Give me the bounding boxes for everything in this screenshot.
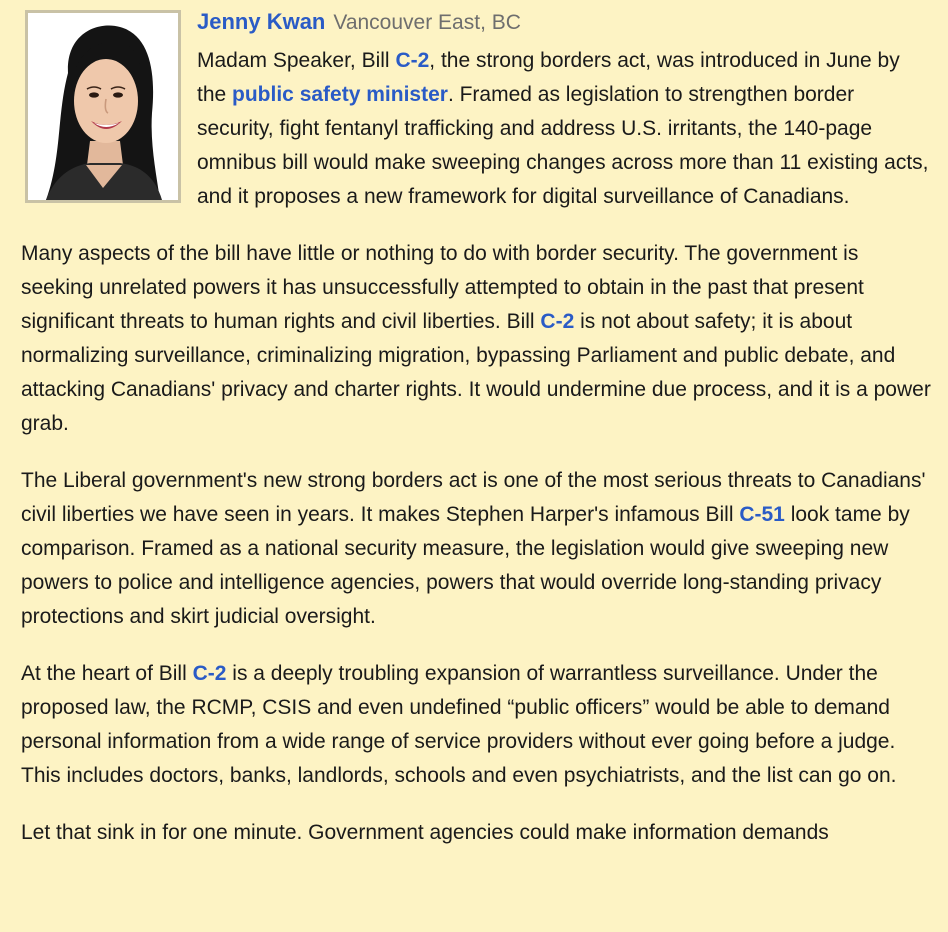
speaker-photo[interactable] xyxy=(25,10,181,203)
speech-paragraph xyxy=(21,657,934,793)
link-public-safety-minister[interactable]: public safety minister xyxy=(232,83,448,106)
paragraph-text: Madam Speaker, Bill xyxy=(197,49,396,72)
speaker-riding: Vancouver East, BC xyxy=(333,11,521,34)
paragraph-text: . Framed as legislation to strengthen border security, fight fentanyl trafficking and address U.S. irritants, the 140-page omnibus bill would make sweeping changes across more than 11 existing acts, and it proposes a new framework for digital surveillance of Canadians. xyxy=(197,83,929,208)
paragraph-text: The Liberal government's new strong borders act is one of the most serious threats to Canadians' civil liberties we have seen in years. It makes Stephen Harper's infamous Bill xyxy=(21,469,926,526)
paragraph-text: Let that sink in for one minute. Government agencies could make information demands xyxy=(21,821,829,844)
link-c-2[interactable]: C-2 xyxy=(192,662,227,685)
link-c-2[interactable]: C-2 xyxy=(540,310,575,333)
paragraph-text: Many aspects of the bill have little or nothing to do with border security. The government is seeking unrelated powers it has unsuccessfully attempted to obtain in the past that present significant threats to human rights and civil liberties. Bill xyxy=(21,242,864,333)
paragraph-text: is not about safety; it is about normalizing surveillance, criminalizing migration, bypassing Parliament and public debate, and attacking Canadians' privacy and charter rights. It would undermine due process, and it is a power grab. xyxy=(21,310,931,435)
speech-paragraph xyxy=(21,237,934,441)
speaker-portrait-icon xyxy=(28,13,178,200)
speech-paragraph xyxy=(21,816,934,850)
link-c-51[interactable]: C-51 xyxy=(739,503,785,526)
speaker-name-link[interactable]: Jenny Kwan xyxy=(197,9,326,34)
paragraph-text: is a deeply troubling expansion of warrantless surveillance. Under the proposed law, the RCMP, CSIS and even undefined “public officers” would be able to demand personal information from a wide range of service providers without ever going before a judge. This includes doctors, banks, landlords, schools and even psychiatrists, and the list can go on. xyxy=(21,662,897,787)
paragraph-text: look tame by comparison. Framed as a national security measure, the legislation would give sweeping new powers to police and intelligence agencies, powers that would override long-standing privacy protections and skirt judicial oversight. xyxy=(21,503,910,628)
paragraph-text: , the strong borders act, was introduced in June by the xyxy=(197,49,900,106)
paragraph-text: At the heart of Bill xyxy=(21,662,193,685)
speech-paragraph xyxy=(21,464,934,634)
link-c-2[interactable]: C-2 xyxy=(395,49,430,72)
